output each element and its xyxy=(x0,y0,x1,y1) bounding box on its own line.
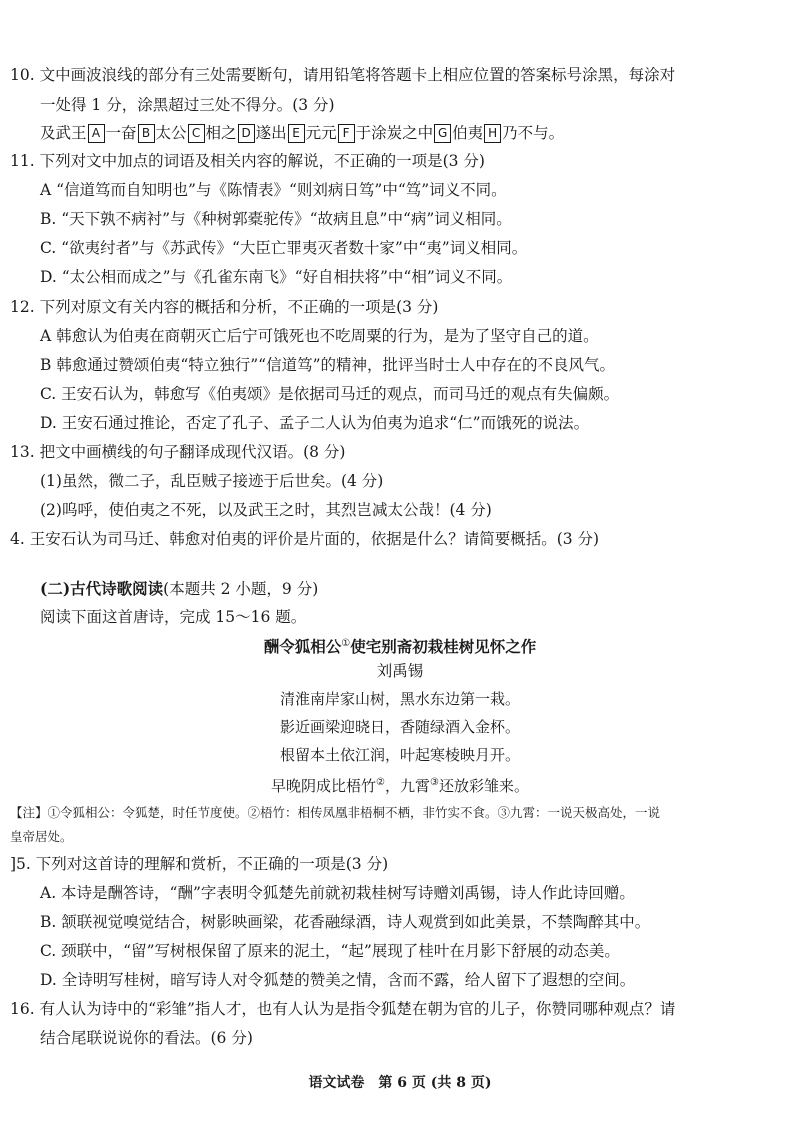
answer-box-d[interactable]: D xyxy=(238,124,255,143)
q10-seg: 伯夷 xyxy=(452,124,484,142)
poem-title xyxy=(0,633,800,658)
q13-item-1: (1)虽然，微二子，乱臣贼子接迹于后世矣。(4 分) xyxy=(40,472,384,490)
q13-item-2: (2)呜呼，使伯夷之不死，以及武王之时，其烈岂减太公哉！(4 分) xyxy=(40,501,492,519)
q11-option-c: C. “欲夷纣者”与《苏武传》“大臣亡罪夷灭者数十家”中“夷”词义相同。 xyxy=(40,239,528,257)
answer-box-h[interactable]: H xyxy=(484,124,501,143)
poem-note-mark-3: ③ xyxy=(430,777,439,788)
q10-sentence xyxy=(40,122,564,144)
poem-notes-line1: 【注】①令狐相公：令狐楚，时任节度使。②梧竹：相传凤凰非梧桐不栖，非竹实不食。③九霄：一说天极高处，一说 xyxy=(10,805,661,820)
answer-box-e[interactable]: E xyxy=(288,124,305,143)
q10-seg: 及武王 xyxy=(40,124,87,142)
section2-subtitle: (本题共 2 小题，9 分) xyxy=(163,580,319,598)
answer-box-b[interactable]: B xyxy=(138,124,155,143)
poem-author: 刘禹锡 xyxy=(376,662,424,680)
poem-notes-line2: 皇帝居处。 xyxy=(10,829,73,844)
q15-stem: ]5. 下列对这首诗的理解和赏析，不正确的一项是(3 分) xyxy=(10,855,389,873)
q10-stem-line2: 一处得 1 分，涂黑超过三处不得分。(3 分) xyxy=(40,96,335,114)
q11-option-a: A “信道笃而自知明也”与《陈情表》“则刘病日笃”中“笃”词义不同。 xyxy=(40,181,507,199)
q15-option-b: B. 颔联视觉嗅觉结合，树影映画梁，花香融绿酒，诗人观赏到如此美景，不禁陶醉其中。 xyxy=(40,913,651,931)
q16-stem-line1: 16. 有人认为诗中的“彩雏”指人才，也有人认为是指令狐楚在朝为官的儿子，你赞同哪种观点？请 xyxy=(10,1000,676,1018)
poem-note-mark: ① xyxy=(341,638,351,649)
answer-box-a[interactable]: A xyxy=(88,124,105,143)
q12-option-b: B 韩愈通过赞颂伯夷“特立独行”“信道笃”的精神，批评当时士人中存在的不良风气。 xyxy=(40,356,616,374)
q15-option-c: C. 颈联中，“留”写树根保留了原来的泥土，“起”展现了桂叶在月影下舒展的动态美。 xyxy=(40,942,620,960)
q16-stem-line2: 结合尾联说说你的看法。(6 分) xyxy=(40,1029,253,1047)
q12-option-c: C. 王安石认为，韩愈写《伯夷颂》是依据司马迁的观点，而司马迁的观点有失偏颇。 xyxy=(40,385,620,403)
q10-seg: 相之 xyxy=(205,124,237,142)
section2-title: (二)古代诗歌阅读 xyxy=(40,579,164,598)
q10-seg: 于涂炭之中 xyxy=(355,124,434,142)
answer-box-f[interactable]: F xyxy=(338,124,355,143)
q10-seg: 元元 xyxy=(305,124,337,142)
page-footer: 语文试卷 第 6 页 (共 8 页) xyxy=(308,1075,492,1091)
poem-line-3: 根留本土依江润，叶起寒棱映月开。 xyxy=(279,746,520,764)
answer-box-g[interactable]: G xyxy=(434,124,451,143)
answer-box-c[interactable]: C xyxy=(188,124,205,143)
q12-stem: 12. 下列对原文有关内容的概括和分析，不正确的一项是(3 分) xyxy=(10,298,439,316)
poem-line-4-c: 还放彩雏来。 xyxy=(438,777,529,795)
q10-seg: 遂出 xyxy=(255,124,287,142)
poem-line-2: 影近画梁迎晓日，香随绿酒入金杯。 xyxy=(279,718,520,736)
q10-seg: 乃不与。 xyxy=(502,124,565,142)
poem-title-main: 酬令狐相公 xyxy=(263,637,342,657)
section2-instruction: 阅读下面这首唐诗，完成 15～16 题。 xyxy=(40,608,307,626)
poem-line-1: 清淮南岸家山树，黑水东边第一栽。 xyxy=(279,690,520,708)
q14-stem: 4. 王安石认为司马迁、韩愈对伯夷的评价是片面的，依据是什么？请简要概括。(3 分) xyxy=(10,530,600,548)
q15-option-d: D. 全诗明写桂树，暗写诗人对令狐楚的赞美之情，含而不露，给人留下了遐想的空间。 xyxy=(40,971,636,989)
q13-stem: 13. 把文中画横线的句子翻译成现代汉语。(8 分) xyxy=(10,443,346,461)
poem-title-rest: 使宅别斋初栽桂树见怀之作 xyxy=(350,637,537,657)
q11-stem: 11. 下列对文中加点的词语及相关内容的解说，不正确的一项是(3 分) xyxy=(10,152,485,170)
poem-line-4 xyxy=(0,772,800,797)
q10-seg: 一奋 xyxy=(105,124,137,142)
poem-note-mark-2: ② xyxy=(376,777,385,788)
section2-header xyxy=(40,578,318,600)
q12-option-a: A 韩愈认为伯夷在商朝灭亡后宁可饿死也不吃周粟的行为，是为了坚守自己的道。 xyxy=(40,327,599,345)
q10-stem-line1: 10. 文中画波浪线的部分有三处需要断句，请用铅笔将答题卡上相应位置的答案标号涂黑，每涂对 xyxy=(10,66,676,84)
q11-option-b: B. “天下孰不病衬”与《种树郭橐驼传》“故病且息”中“病”词义相同。 xyxy=(40,210,512,228)
poem-line-4-a: 早晚阴成比梧竹 xyxy=(271,777,377,795)
q10-seg: 太公 xyxy=(155,124,187,142)
q15-option-a: A. 本诗是酬答诗，“酬”字表明令狐楚先前就初栽桂树写诗赠刘禹锡，诗人作此诗回赠。 xyxy=(40,884,635,902)
q12-option-d: D. 王安石通过推论，否定了孔子、孟子二人认为伯夷为追求“仁”而饿死的说法。 xyxy=(40,414,590,432)
q11-option-d: D. “太公相而成之”与《孔雀东南飞》“好自相扶将”中“相”词义不同。 xyxy=(40,268,513,286)
poem-line-4-b: ，九霄 xyxy=(384,777,430,795)
